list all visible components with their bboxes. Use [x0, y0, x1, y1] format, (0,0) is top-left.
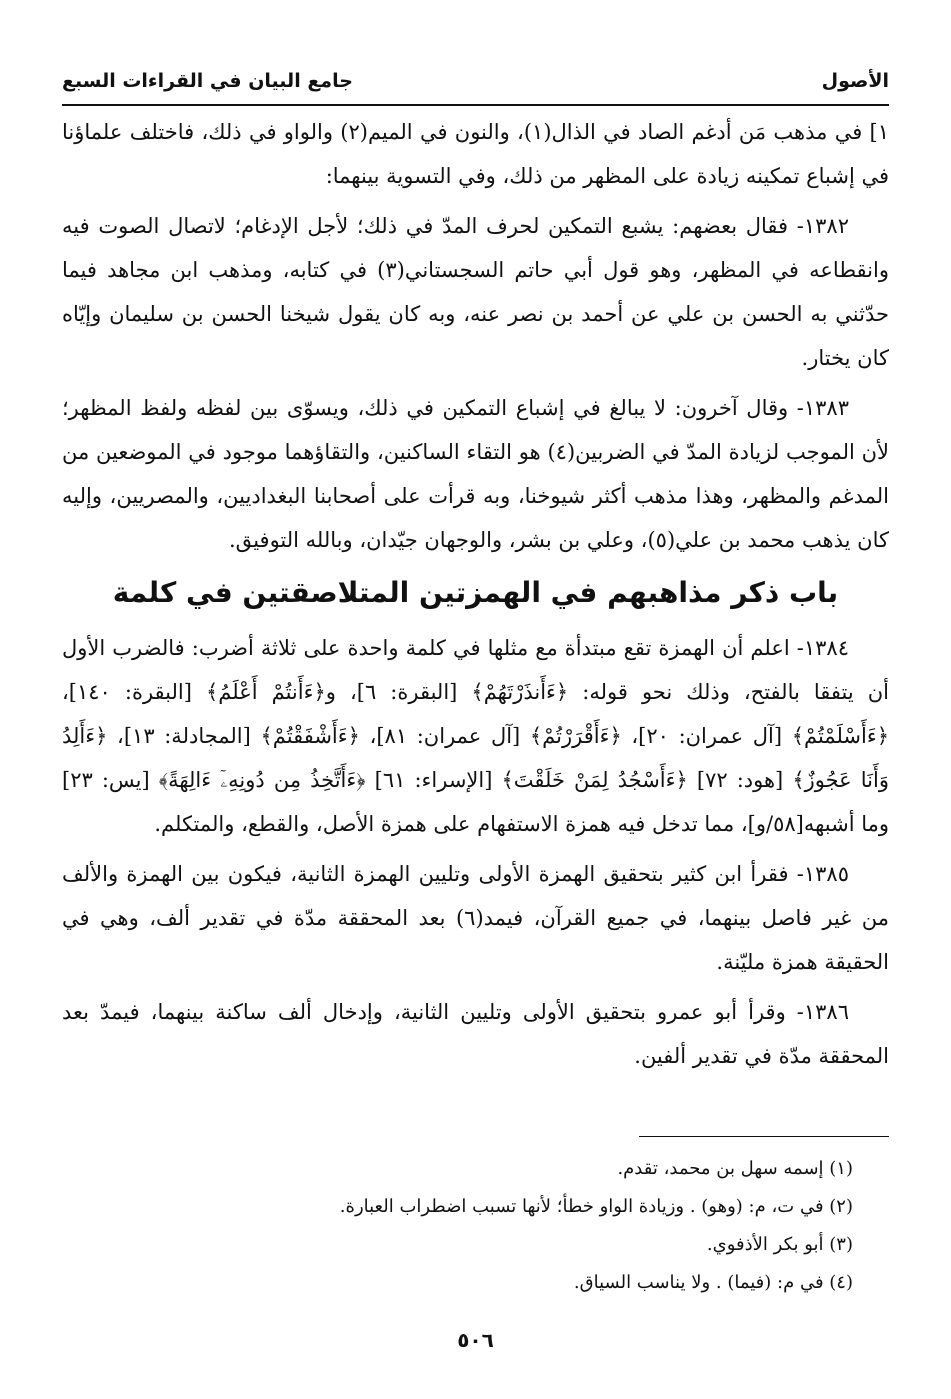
footnotes	[62, 1150, 889, 1302]
chapter-title: الأصول	[821, 70, 889, 92]
paragraph-1382: ١٣٨٢- فقال بعضهم: يشبع التمكين لحرف المدّ في ذلك؛ لأجل الإدغام؛ لاتصال الصوت فيه وانقطاعه في المظهر، وهو قول أبي حاتم السجستاني(٣) في كتابه، ومذهب ابن مجاهد فيما حدّثني به الحسن بن علي عن أحمد بن نصر عنه، وبه كان يقول شيخنا الحسن بن سليمان وإيّاه كان يختار.	[62, 214, 889, 370]
paragraph-1385: ١٣٨٥- فقرأ ابن كثير بتحقيق الهمزة الأولى وتليين الهمزة الثانية، فيكون بين الهمزة والألف من غير فاصل بينهما، في جميع القرآن، فيمد(٦) بعد المحققة مدّة في تقدير ألف، وهي في الحقيقة همزة مليّنة.	[62, 862, 889, 974]
paragraph-intro: ١] في مذهب مَن أدغم الصاد في الذال(١)، والنون في الميم(٢) والواو في ذلك، فاختلف علماؤنا في إشباع تمكينه زيادة على المظهر من ذلك، وفي التسوية بينهما:	[62, 120, 890, 188]
section-heading: باب ذكر مذاهبهم في الهمزتين المتلاصقتين في كلمة	[112, 576, 839, 609]
main-text	[62, 110, 889, 1084]
footnote: (١) إسمه سهل بن محمد، تقدم.	[617, 1158, 853, 1179]
running-header	[62, 58, 889, 106]
page-number: ٥٠٦	[457, 1328, 494, 1352]
footnote: (٣) أبو بكر الأذفوي.	[706, 1234, 853, 1255]
footnote-divider	[639, 1136, 889, 1137]
footnote: (٢) في ت، م: (وهو) . وزيادة الواو خطأ؛ لأنها تسبب اضطراب العبارة.	[339, 1196, 853, 1217]
paragraph-1384: ١٣٨٤- اعلم أن الهمزة تقع مبتدأة مع مثلها في كلمة واحدة على ثلاثة أضرب: فالضرب الأول أن يتفقا بالفتح، وذلك نحو قوله: ﴿ءَأَنذَرْتَهُمْ﴾ [البقرة: ٦]، و﴿ءَأَنتُمْ أَعْلَمُ﴾ [البقرة: ١٤٠]، ﴿ءَأَسْلَمْتُمْ﴾ [آل عمران: ٢٠]، ﴿ءَأَقْرَرْتُمْ﴾ [آل عمران: ٨١]، ﴿ءَأَشْفَقْتُمْ﴾ [المجادلة: ١٣]، ﴿ءَأَلِدُ وَأَنَا عَجُوزٌ﴾ [هود: ٧٢] ﴿ءَأَسْجُدُ لِمَنْ خَلَقْتَ﴾ [الإسراء: ٦١] ﴿ءَأَتَّخِذُ مِن دُونِهِۦٓ ءَالِهَةً﴾ [يس: ٢٣] وما أشبهه[٥٨/و]، مما تدخل فيه همزة الاستفهام على همزة الأصل، والقطع، والمتكلم.	[62, 636, 890, 836]
footnote: (٤) في م: (فيما) . ولا يناسب السياق.	[573, 1272, 853, 1293]
paragraph-1383: ١٣٨٣- وقال آخرون: لا يبالغ في إشباع التمكين في ذلك، ويسوّى بين لفظه ولفظ المظهر؛ لأن الموجب لزيادة المدّ في الضربين(٤) هو التقاء الساكنين، والتقاؤهما موجود في الموضعين من المدغم والمظهر، وهذا مذهب أكثر شيوخنا، وبه قرأت على أصحابنا البغداديين، والمصريين، وإليه كان يذهب محمد بن علي(٥)، وعلي بن بشر، والوجهان جيّدان، وبالله التوفيق.	[62, 396, 889, 552]
book-title: جامع البيان في القراءات السبع	[62, 70, 353, 92]
paragraph-1386: ١٣٨٦- وقرأ أبو عمرو بتحقيق الأولى وتليين الثانية، وإدخال ألف ساكنة بينهما، فيمدّ بعد المحققة مدّة في تقدير ألفين.	[62, 1000, 889, 1068]
